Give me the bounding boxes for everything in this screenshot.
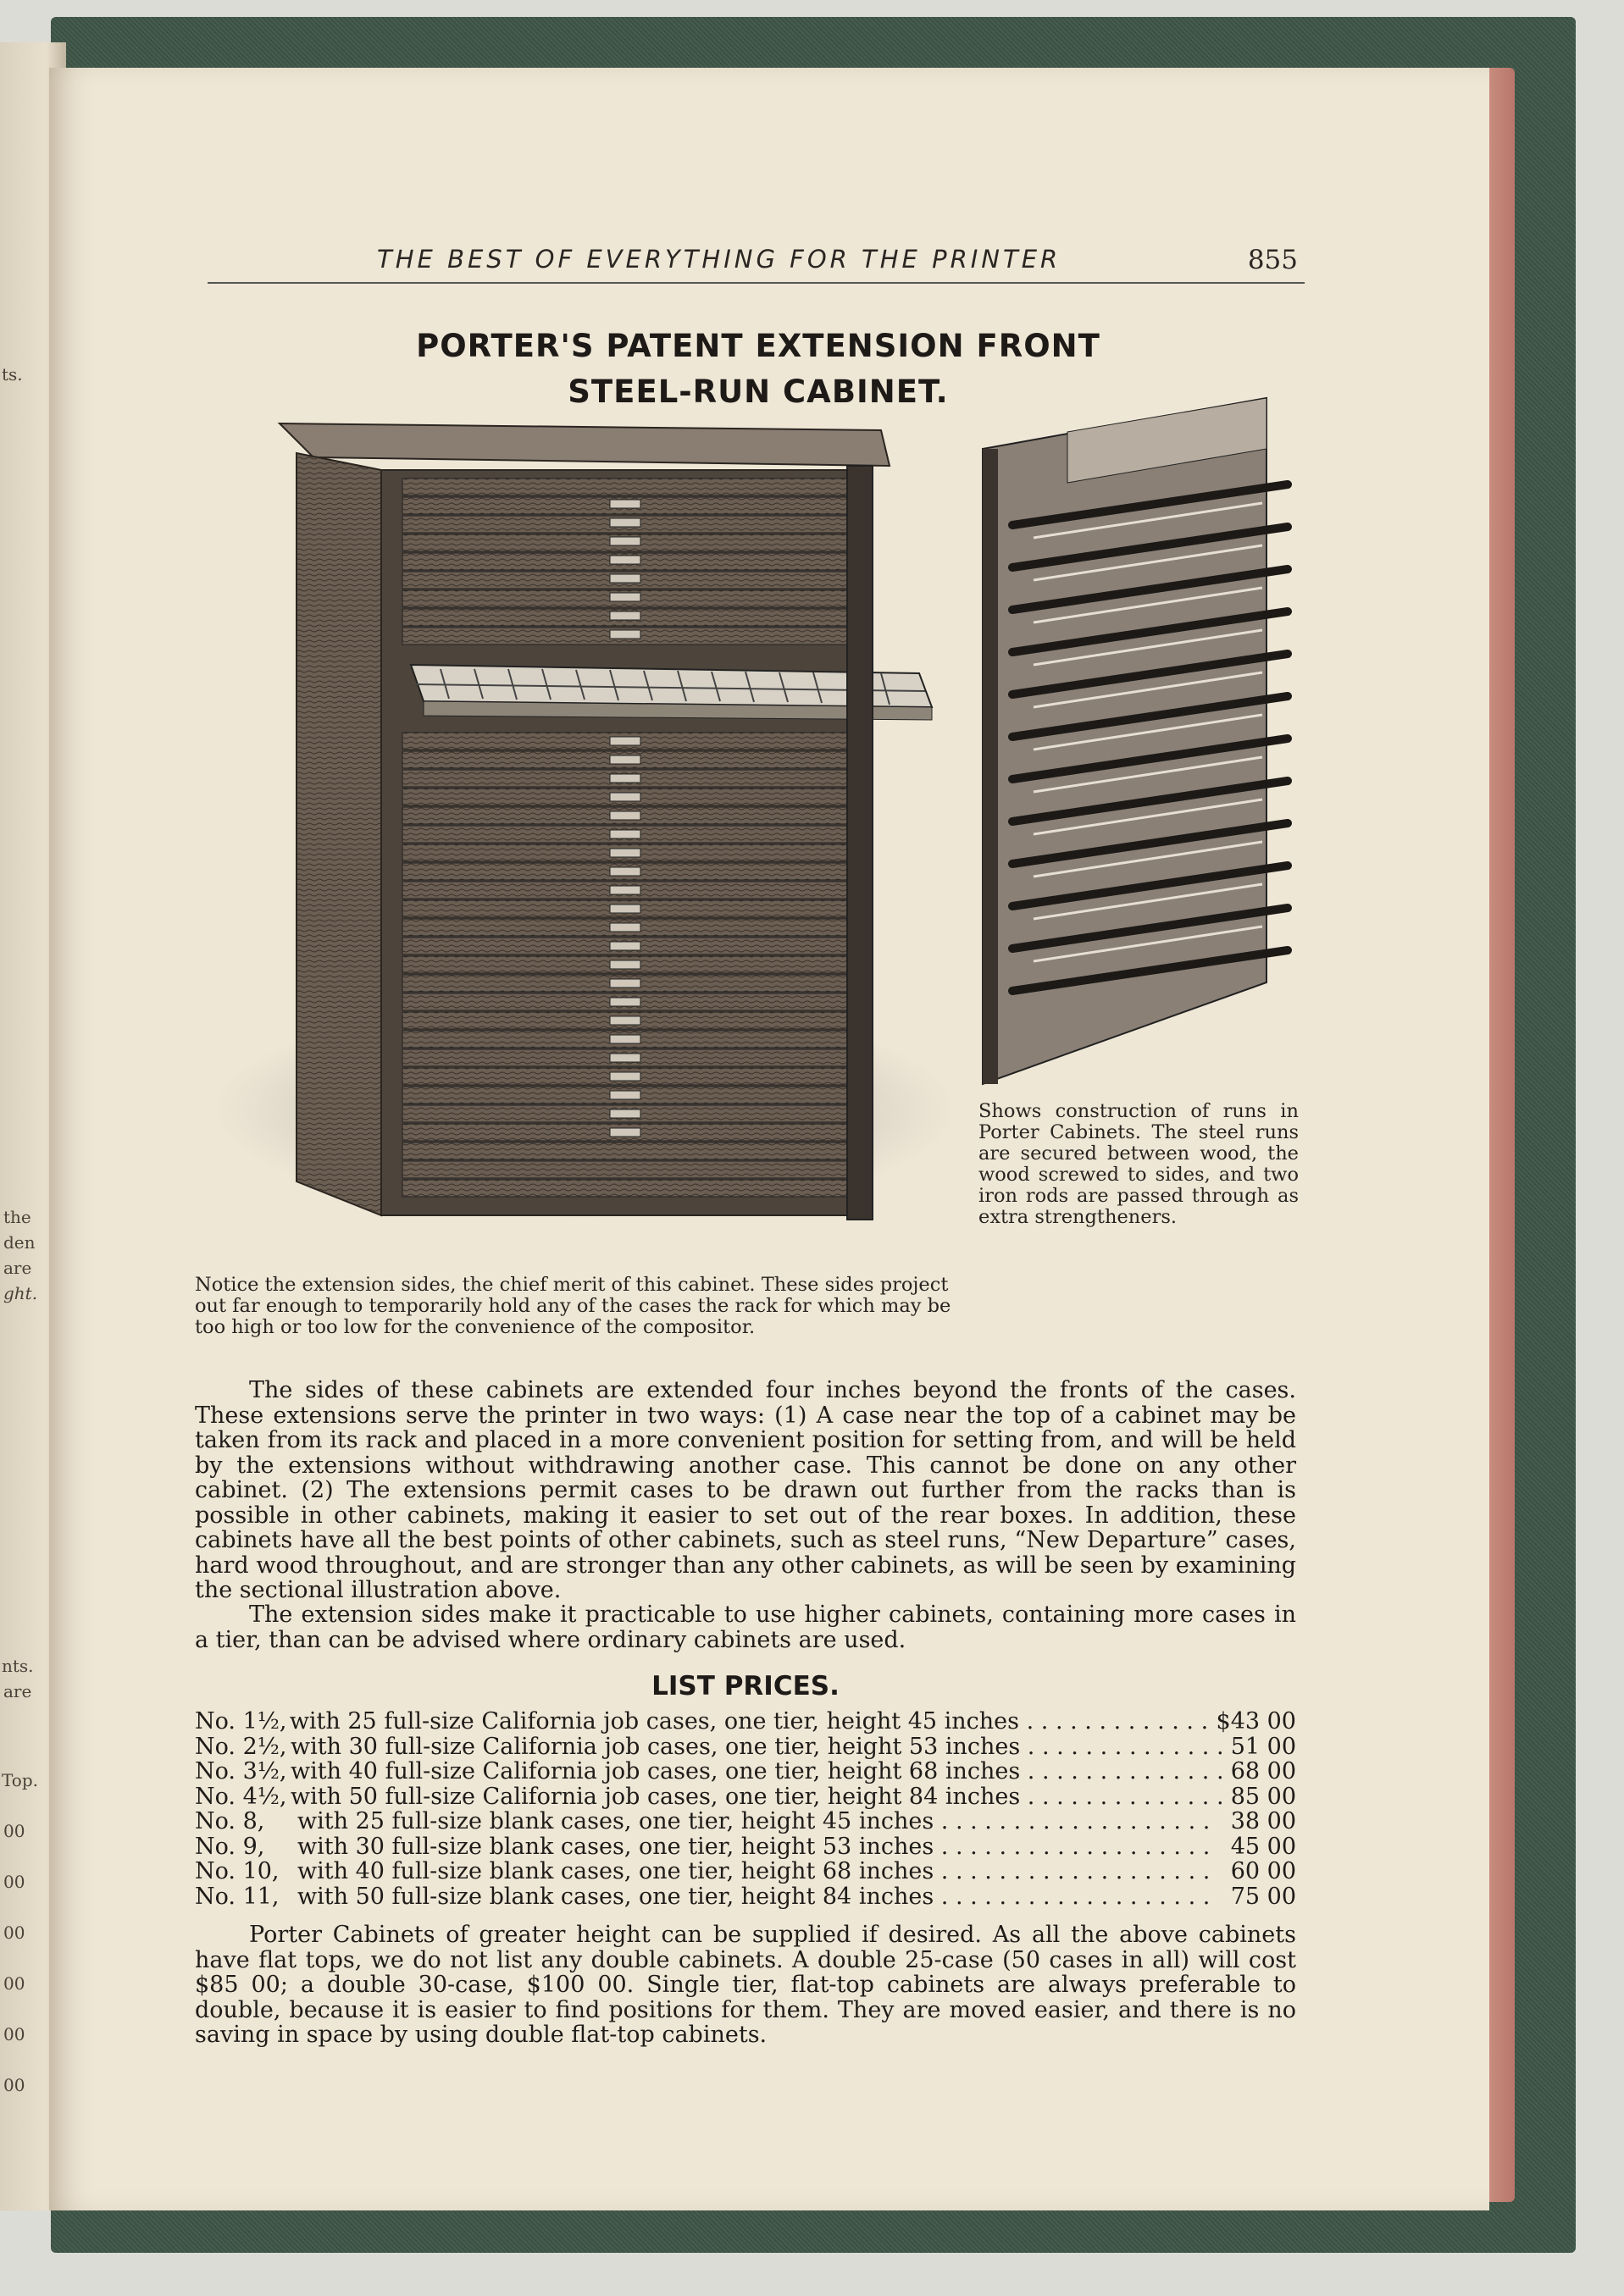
page-number: 855 — [1247, 245, 1298, 275]
model-number: No. 1½, — [195, 1708, 287, 1734]
margin-fragment: 00 — [3, 1973, 25, 1994]
margin-fragment: 00 — [3, 1821, 25, 1841]
model-number: No. 11, — [195, 1883, 280, 1910]
model-number: No. 2½, — [195, 1733, 287, 1760]
price-row — [195, 1784, 1296, 1810]
body-paragraph-2: The extension sides make it practicable to use higher cabinets, containing more cases in a tier, than can be advised where ordinary cabinets are used. — [195, 1602, 1296, 1653]
model-price: 85 00 — [1222, 1784, 1296, 1810]
model-price: 60 00 — [1217, 1859, 1296, 1884]
margin-fragment: are — [3, 1258, 32, 1278]
model-number: No. 8, — [195, 1808, 265, 1834]
model-price: 75 00 — [1217, 1884, 1296, 1910]
model-description: with 50 full-size blank cases, one tier, height 84 inches . . . — [297, 1884, 1217, 1910]
model-price: 51 00 — [1222, 1734, 1296, 1760]
margin-fragment: 00 — [3, 2075, 25, 2095]
model-price: $43 00 — [1211, 1709, 1296, 1734]
body-paragraph-1: The sides of these cabinets are extended four inches beyond the fronts of the cases. These extensions serve the printer in two ways: (1) A case near the top of a cabinet may be taken from its rack and placed in a more convenient position for setting from, and will be held by the extensions without withdrawing another case. This cannot be done on any other cabinet. (2) The extensions permit cases to be drawn out further from the racks than is possible in other cabinets, making it easier to set out of the rear boxes. In addition, these cabinets have all the best points of other cabinets, such as steel runs, “New Departure” cases, hard wood throughout, and are stronger than any other cabinets, as will be seen by examining the sectional illustration above. — [195, 1377, 1296, 1603]
price-row — [195, 1709, 1296, 1734]
runs-caption: Shows construction of runs in Porter Cabinets. The steel runs are secured between wood, the wood screwed to sides, and two iron rods are passed through as extra strengtheners. — [978, 1100, 1299, 1228]
model-description: with 25 full-size California job cases, one tier, height 45 inches . . . — [290, 1709, 1211, 1734]
model-description: with 25 full-size blank cases, one tier, height 45 inches . . . — [297, 1809, 1217, 1834]
cabinet-illustration — [195, 415, 957, 1270]
margin-fragment: 00 — [3, 1923, 25, 1943]
model-price: 45 00 — [1217, 1834, 1296, 1860]
margin-fragment: 00 — [3, 2024, 25, 2044]
price-row — [195, 1859, 1296, 1884]
price-list — [195, 1709, 1296, 1909]
runs-construction-illustration — [974, 390, 1309, 1093]
running-header — [208, 241, 1305, 284]
running-title: THE BEST OF EVERYTHING FOR THE PRINTER — [377, 245, 1061, 274]
margin-fragment: ts. — [2, 364, 23, 385]
model-description: with 50 full-size California job cases, one tier, height 84 inches . . . — [291, 1784, 1222, 1810]
margin-fragment: den — [3, 1232, 36, 1253]
price-row — [195, 1759, 1296, 1784]
model-number: No. 10, — [195, 1858, 280, 1884]
model-description: with 40 full-size blank cases, one tier, height 68 inches . . . — [297, 1859, 1217, 1884]
model-description: with 30 full-size blank cases, one tier, height 53 inches . . . — [297, 1834, 1217, 1860]
margin-fragment: Top. — [2, 1770, 38, 1790]
margin-fragment: 00 — [3, 1872, 25, 1892]
model-description: with 40 full-size California job cases, one tier, height 68 inches . . . — [291, 1759, 1222, 1784]
price-row — [195, 1809, 1296, 1834]
model-price: 38 00 — [1217, 1809, 1296, 1834]
pricing-note: Porter Cabinets of greater height can be supplied if desired. As all the above cabinets have flat tops, we do not list any double cabinets. A double 25-case (50 cases in all) will cost $85 00; a double 30-case, $100 00. Single tier, flat-top cabinets are always preferable to double, because it is easier to find positions for them. They are moved easier, and there is no saving in space by using double flat-top cabinets. — [195, 1922, 1296, 2048]
margin-fragment: ght. — [3, 1283, 38, 1303]
price-row — [195, 1884, 1296, 1910]
title-line-2: STEEL-RUN CABINET. — [568, 373, 949, 410]
model-number: No. 9, — [195, 1833, 265, 1860]
title-line-1: PORTER'S PATENT EXTENSION FRONT — [416, 328, 1100, 364]
margin-fragment: nts. — [2, 1656, 34, 1676]
model-description: with 30 full-size California job cases, one tier, height 53 inches . . . — [291, 1734, 1222, 1760]
model-number: No. 4½, — [195, 1783, 287, 1810]
margin-fragment: the — [3, 1207, 31, 1227]
list-prices-heading: LIST PRICES. — [651, 1671, 840, 1701]
cabinet-caption: Notice the extension sides, the chief merit of this cabinet. These sides project out far enough to temporarily hold any of the cases the rack for which may be too high or too low for the convenience of the compositor. — [195, 1274, 951, 1338]
model-number: No. 3½, — [195, 1758, 287, 1784]
margin-fragment: are — [3, 1681, 32, 1701]
price-row — [195, 1834, 1296, 1860]
model-price: 68 00 — [1222, 1759, 1296, 1784]
price-row — [195, 1734, 1296, 1760]
